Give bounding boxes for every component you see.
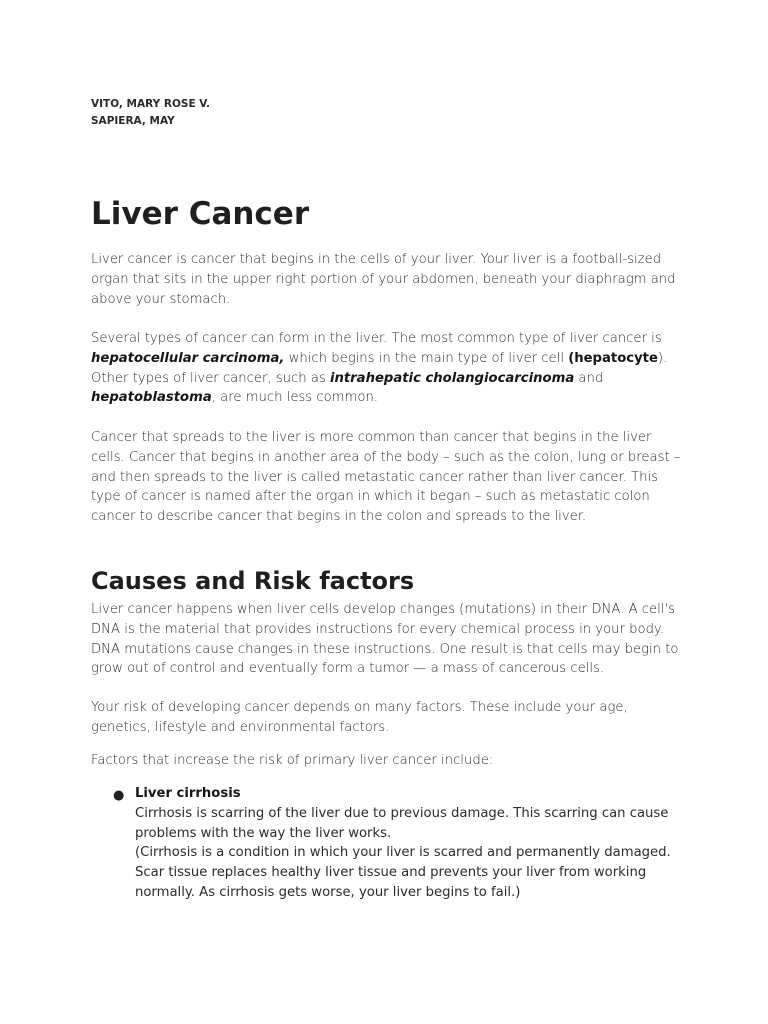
intro-paragraph-2: Several types of cancer can form in the liver. The most common type of liver cancer is hepatocellular carcinoma, which begins in the main type of liver cell (hepatocyte). Other types of liver cancer, such as intrahepatic cholangiocarcinoma and hepatoblastoma, are much less common. [91, 331, 668, 406]
causes-paragraph-1: Liver cancer happens when liver cells develop changes (mutations) in their DNA. A cell's DNA is the material that provides instructions for every chemical process in your body. DNA mutations cause changes in these instructions. One result is that cells may begin to grow out of control and eventually form a tumor — a mass of cancerous cells. [91, 602, 679, 677]
section-heading-causes: Causes and Risk factors [91, 567, 415, 595]
document-title: Liver Cancer [91, 196, 310, 232]
term-hepatocyte: (hepatocyte [568, 350, 658, 366]
bullet-text-1: Cirrhosis is scarring of the liver due to previous damage. This scarring can cause problems with the way the liver works. [135, 806, 669, 841]
author-name: VITO, MARY ROSE V. [91, 98, 211, 110]
intro-paragraph-1: Liver cancer is cancer that begins in the cells of your liver. Your liver is a football-sized organ that sits in the upper right portion of your abdomen, beneath your diaphragm and above your stomach. [91, 252, 676, 307]
term-intrahepatic-cholangiocarcinoma: intrahepatic cholangiocarcinoma [329, 370, 575, 386]
author-block [91, 96, 210, 130]
bullet-icon: ● [113, 788, 125, 803]
bullet-text-2: (Cirrhosis is a condition in which your liver is scarred and permanently damaged. Scar tissue replaces healthy liver tissue and prevents your liver from working normally. As cirrhosis gets worse, your liver begins to fail.) [135, 845, 671, 900]
term-hepatocellular-carcinoma: hepatocellular carcinoma, [91, 350, 285, 366]
bullet-title: Liver cirrhosis [135, 786, 241, 801]
author-name: SAPIERA, MAY [91, 115, 175, 127]
intro-paragraph-3: Cancer that spreads to the liver is more common than cancer that begins in the liver cells. Cancer that begins in another area of the body – such as the colon, lung or breast – and then spreads to the liver is called metastatic cancer rather than liver cancer. This type of cancer is named after the organ in which it began – such as metastatic colon cancer to describe cancer that begins in the colon and spreads to the liver. [91, 430, 681, 525]
causes-paragraph-2: Your risk of developing cancer depends on many factors. These include your age, genetics, lifestyle and environmental factors. [91, 700, 628, 735]
term-hepatoblastoma: hepatoblastoma [91, 390, 212, 406]
causes-paragraph-3: Factors that increase the risk of primary liver cancer include: [91, 753, 494, 768]
